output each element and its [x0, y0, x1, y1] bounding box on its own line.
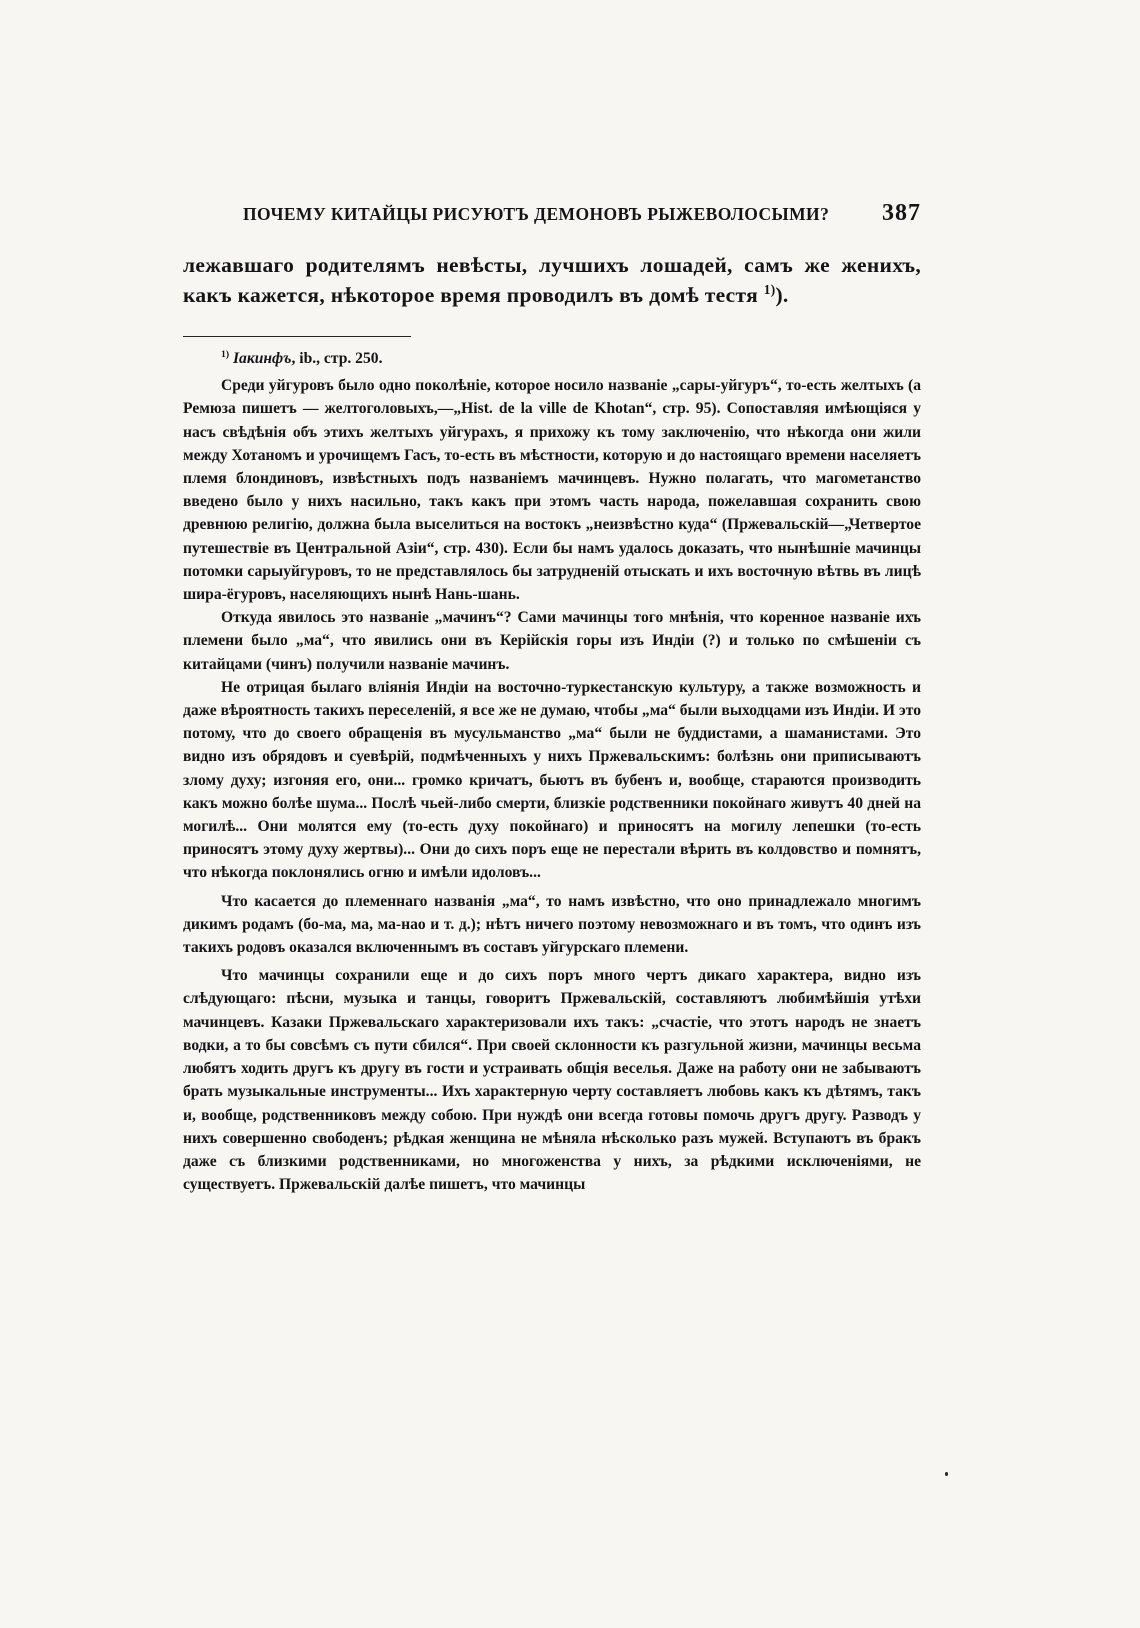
footnote-author: Іакинфъ	[232, 350, 292, 367]
running-head	[183, 200, 921, 240]
running-title: ПОЧЕМУ КИТАЙЦЫ РИСУЮТЪ ДЕМОНОВЪ РЫЖЕВОЛОСЫМИ?	[243, 204, 830, 224]
main-text-end: ).	[775, 283, 789, 307]
footnotes	[183, 347, 921, 1196]
book-page	[183, 200, 921, 1196]
footnote-reference[interactable]: 1)	[763, 281, 776, 297]
footnote-paragraph: Среди уйгуровъ было одно поколѣніе, которое носило названіе „сары-уйгуръ“, то-есть желтыхъ (а Ремюза пишетъ — желтоголовыхъ,—„Hist. de la ville de Khotan“, стр. 95). Сопоставляя имѣющіяся у насъ свѣдѣнія объ этихъ желтыхъ уйгурахъ, я прихожу къ тому заключенію, что нѣкогда они жили между Хотаномъ и урочищемъ Гасъ, то-есть въ мѣстности, которую и до настоящаго времени населяетъ племя блондиновъ, извѣстныхъ подъ названіемъ мачинцевъ. Нужно полагать, что магометанство введено было у нихъ насильно, такъ какъ при этомъ часть народа, пожелавшая сохранить свою древнюю религію, должна была выселиться на востокъ „неизвѣстно куда“ (Пржевальскій—„Четвертое путешествіе въ Центральной Азіи“, стр. 430). Если бы намъ удалось доказать, что нынѣшніе мачинцы потомки сарыуйгуровъ, то не представлялось бы затрудненій отыскать и ихъ восточную вѣтвь въ лицѣ шира-ёгуровъ, населяющихъ нынѣ Нань-шань.	[183, 377, 921, 604]
footnote-divider	[183, 336, 411, 337]
main-text	[183, 250, 921, 310]
footnote-marker: 1)	[221, 348, 230, 360]
footnote-paragraph: Что мачинцы сохранили еще и до сихъ поръ много чертъ дикаго характера, видно изъ слѣдующаго: пѣсни, музыка и танцы, говоритъ Пржевальскій, составляютъ любимѣйшія утѣхи мачинцевъ. Казаки Пржевальскаго характеризовали ихъ такъ: „счастіе, что этотъ народъ не знаетъ водки, а то бы совсѣмъ съ пути сбился“. При своей склонности къ разгульной жизни, мачинцы весьма любятъ ходить другъ къ другу въ гости и устраивать общія веселья. Даже на работу они не забываютъ брать музыкальные инструменты... Ихъ характерную черту составляетъ любовь какъ къ дѣтямъ, такъ и, вообще, родственниковъ между собою. При нуждѣ они всегда готовы помочь другъ другу. Разводъ у нихъ совершенно свободенъ; рѣдкая женщина не мѣняла нѣсколько разъ мужей. Вступаютъ въ бракъ даже съ близкими родственниками, но многоженства у нихъ, за рѣдкими исключеніями, не существуетъ. Пржевальскій далѣе пишетъ, что мачинцы	[183, 967, 921, 1194]
footnote-reference-line	[183, 347, 921, 370]
footnote-marker-number: 1	[221, 348, 226, 360]
footnote-paragraph: Что касается до племеннаго названія „ма“, то намъ извѣстно, что оно принадлежало многимъ дикимъ родамъ (бо-ма, ма, ма-нао и т. д.); нѣтъ ничего поэтому невозможнаго и въ томъ, что одинъ изъ такихъ родовъ оказался включеннымъ въ составъ уйгурскаго племени.	[183, 892, 921, 957]
footnote-paragraph: Откуда явилось это названіе „мачинъ“? Сами мачинцы того мнѣнія, что коренное названіе ихъ племени было „ма“, что явились они въ Керійскія горы изъ Индіи (?) и только по смѣшеніи съ китайцами (чинъ) получили названіе мачинъ.	[183, 609, 921, 673]
footnote-reference-marker: 1	[763, 281, 771, 297]
page-number: 387	[882, 200, 921, 226]
footnote-citation: , ib., стр. 250.	[291, 350, 383, 367]
scan-speck	[945, 1472, 948, 1476]
main-text-body: лежавшаго родителямъ невѣсты, лучшихъ лошадей, самъ же женихъ, какъ кажется, нѣкоторое время проводилъ въ домѣ тестя	[183, 253, 921, 307]
footnote-paragraph: Не отрицая былаго вліянія Индіи на восточно-туркестанскую культуру, а также возможность и даже вѣроятность такихъ переселеній, я все же не думаю, чтобы „ма“ были выходцами изъ Индіи. И это потому, что до своего обращенія въ мусульманство „ма“ были не буддистами, а шаманистами. Это видно изъ обрядовъ и суевѣрій, подмѣченныхъ у нихъ Пржевальскимъ: болѣзнь они приписываютъ злому духу; изгоняя его, они... громко кричатъ, бьютъ въ бубенъ и, вообще, стараются производить какъ можно болѣе шума... Послѣ чьей-либо смерти, близкіе родственники покойнаго живутъ 40 дней на могилѣ... Они молятся ему (то-есть духу покойнаго) и приносятъ на могилу лепешки (то-есть приносятъ этому духу жертвы)... Они до сихъ поръ еще не перестали вѣрить въ колдовство и помнятъ, что нѣкогда поклонялись огню и имѣли идоловъ...	[183, 678, 921, 882]
